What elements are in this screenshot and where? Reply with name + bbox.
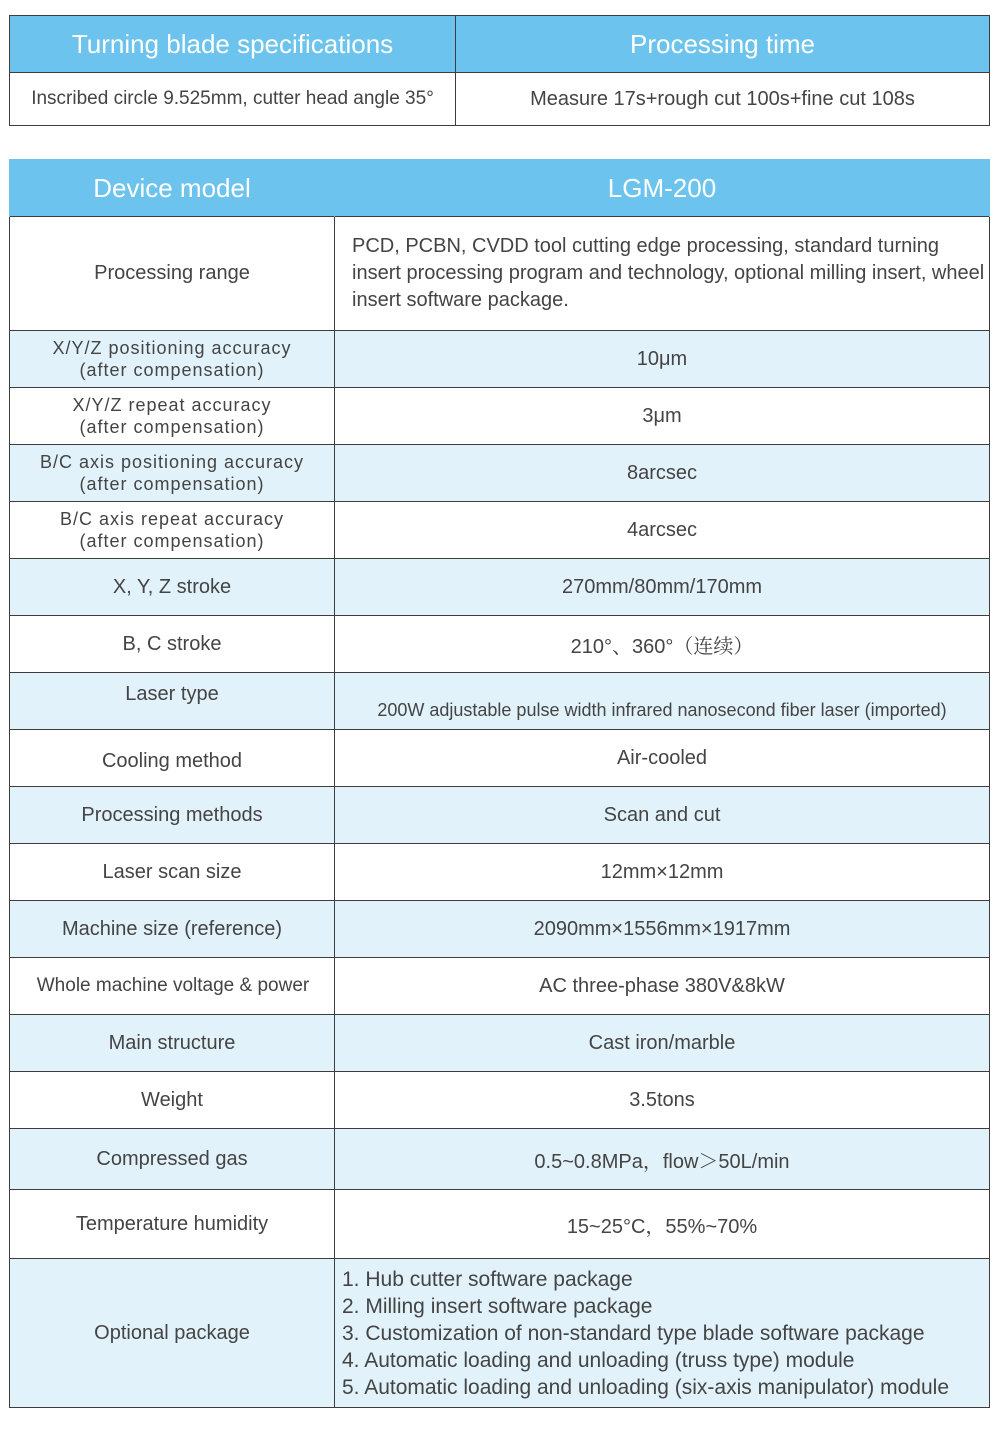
list-item: 3. Customization of non-standard type blade software package (342, 1321, 925, 1345)
spec-value-processing-time: Measure 17s+rough cut 100s+fine cut 108s (456, 73, 990, 126)
table-row (10, 901, 990, 958)
label-line-2: (after compensation) (79, 360, 265, 380)
table-row (10, 1129, 990, 1190)
row-label-processing-methods: Processing methods (10, 787, 335, 844)
row-value-processing-range: PCD, PCBN, CVDD tool cutting edge processing, standard turning insert processing program and technology, optional milling insert, wheel insert software package. (335, 217, 990, 331)
list-item: 2. Milling insert software package (342, 1294, 653, 1318)
label-line-2: (after compensation) (79, 417, 265, 437)
spec-header-processing-time: Processing time (456, 16, 990, 73)
table-row (10, 958, 990, 1015)
row-label-laser-scan-size: Laser scan size (10, 844, 335, 901)
row-label-optional-package: Optional package (10, 1259, 335, 1408)
row-label-xyz-positioning-accuracy (10, 331, 335, 388)
row-label-voltage-power: Whole machine voltage & power (10, 958, 335, 1015)
label-line-1: X/Y/Z positioning accuracy (52, 338, 292, 358)
device-model-value: LGM-200 (335, 160, 990, 217)
table-row (10, 559, 990, 616)
row-value-bc-positioning-accuracy: 8arcsec (335, 445, 990, 502)
table-row (10, 787, 990, 844)
turning-blade-spec-table (9, 15, 990, 126)
row-value-bc-stroke: 210°、360°（连续） (335, 616, 990, 673)
table-row (10, 445, 990, 502)
row-value-machine-size: 2090mm×1556mm×1917mm (335, 901, 990, 958)
table-row (10, 673, 990, 730)
spec-value-turning-blade: Inscribed circle 9.525mm, cutter head angle 35° (10, 73, 456, 126)
row-label-xyz-repeat-accuracy (10, 388, 335, 445)
device-spec-table (9, 159, 990, 1408)
label-line-1: B/C axis repeat accuracy (59, 509, 285, 529)
row-value-main-structure: Cast iron/marble (335, 1015, 990, 1072)
optional-package-list (335, 1259, 990, 1408)
row-label-bc-stroke: B, C stroke (10, 616, 335, 673)
row-value-xyz-repeat-accuracy: 3μm (335, 388, 990, 445)
device-model-header: Device model (10, 160, 335, 217)
row-label-weight: Weight (10, 1072, 335, 1129)
table-row (10, 217, 990, 331)
table-row (10, 1072, 990, 1129)
label-line-2: (after compensation) (79, 474, 265, 494)
row-value-bc-repeat-accuracy: 4arcsec (335, 502, 990, 559)
list-item: 1. Hub cutter software package (342, 1267, 633, 1291)
table-row (10, 844, 990, 901)
spec-header-turning-blade: Turning blade specifications (10, 16, 456, 73)
table-row (10, 1259, 990, 1408)
label-line-1: B/C axis positioning accuracy (39, 452, 305, 472)
row-label-bc-repeat-accuracy (10, 502, 335, 559)
table-row (10, 1190, 990, 1259)
row-value-voltage-power: AC three-phase 380V&8kW (335, 958, 990, 1015)
row-value-xyz-positioning-accuracy: 10μm (335, 331, 990, 388)
table-header-row (10, 160, 990, 217)
row-label-laser-type: Laser type (10, 673, 335, 730)
table-row (10, 730, 990, 787)
list-item: 5. Automatic loading and unloading (six-axis manipulator) module (342, 1375, 950, 1399)
table-row (10, 502, 990, 559)
row-label-compressed-gas: Compressed gas (10, 1129, 335, 1190)
row-label-xyz-stroke: X, Y, Z stroke (10, 559, 335, 616)
row-label-bc-positioning-accuracy (10, 445, 335, 502)
row-value-cooling-method: Air-cooled (335, 730, 990, 787)
row-label-machine-size: Machine size (reference) (10, 901, 335, 958)
row-value-weight: 3.5tons (335, 1072, 990, 1129)
table-row (10, 1015, 990, 1072)
label-line-2: (after compensation) (79, 531, 265, 551)
row-label-temperature-humidity: Temperature humidity (10, 1190, 335, 1259)
list-item: 4. Automatic loading and unloading (truss type) module (342, 1348, 855, 1372)
row-value-processing-methods: Scan and cut (335, 787, 990, 844)
row-value-laser-type: 200W adjustable pulse width infrared nanosecond fiber laser (imported) (335, 673, 990, 730)
table-row (10, 331, 990, 388)
row-label-main-structure: Main structure (10, 1015, 335, 1072)
table-row (10, 388, 990, 445)
row-label-processing-range: Processing range (10, 217, 335, 331)
row-value-xyz-stroke: 270mm/80mm/170mm (335, 559, 990, 616)
row-label-cooling-method: Cooling method (10, 730, 335, 787)
row-value-temperature-humidity: 15~25°C，55%~70% (335, 1190, 990, 1259)
table-row (10, 616, 990, 673)
row-value-compressed-gas: 0.5~0.8MPa，flow＞50L/min (335, 1129, 990, 1190)
row-value-laser-scan-size: 12mm×12mm (335, 844, 990, 901)
label-line-1: X/Y/Z repeat accuracy (72, 395, 272, 415)
